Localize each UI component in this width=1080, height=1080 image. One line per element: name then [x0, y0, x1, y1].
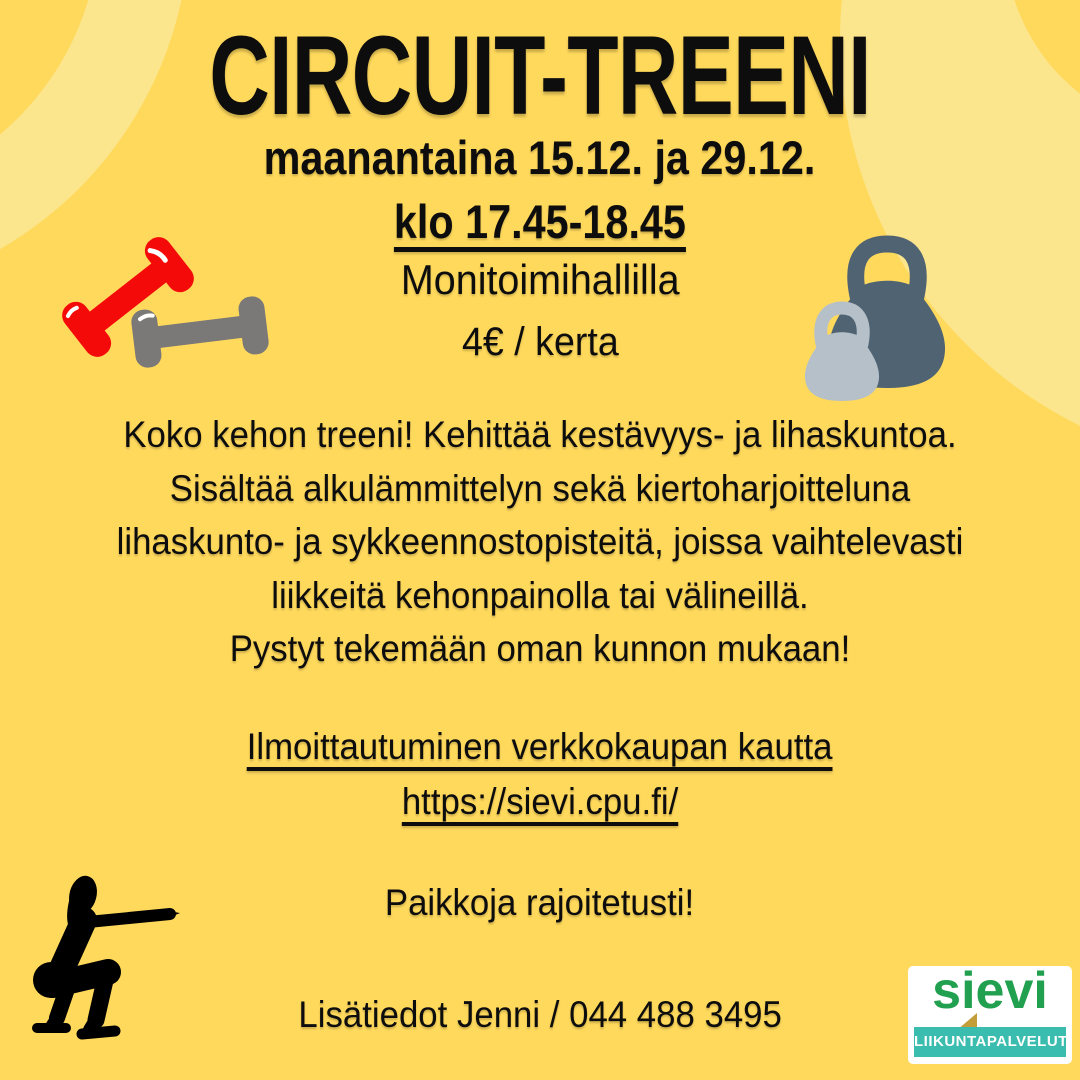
- sievi-logo-wordmark: sievi: [932, 962, 1048, 1020]
- description-line: Sisältää alkulämmittelyn sekä kiertoharjoitteluna: [169, 467, 911, 509]
- description-line: lihaskunto- ja sykkeennostopisteitä, joissa vaihtelevasti: [116, 521, 964, 562]
- signup-instruction: Ilmoittautuminen verkkokaupan kautta: [247, 726, 833, 767]
- sievi-logo-tagline: LIIKUNTAPALVELUT: [914, 1033, 1068, 1050]
- kettlebells-icon: [798, 232, 958, 409]
- page-title-text: CIRCUIT-TREENI: [209, 13, 871, 138]
- description-line: liikkeitä kehonpainolla tai välineillä.: [271, 574, 809, 616]
- description-line: Koko kehon treeni! Kehittää kestävyys- ja lihaskuntoa.: [123, 414, 957, 455]
- event-price: 4€ / kerta: [461, 320, 619, 364]
- limited-spots-note: Paikkoja rajoitetusti!: [385, 882, 695, 923]
- contact-info: Lisätiedot Jenni / 044 488 3495: [298, 994, 782, 1035]
- signup-url-link[interactable]: https://sievi.cpu.fi/: [401, 781, 679, 822]
- sievi-logo: [908, 962, 1072, 1064]
- event-dates: maanantaina 15.12. ja 29.12.: [264, 131, 816, 184]
- event-location: Monitoimihallilla: [400, 256, 680, 303]
- page-title: [0, 13, 1080, 138]
- dumbbells-icon: [50, 230, 280, 375]
- event-time: klo 17.45-18.45: [393, 195, 687, 248]
- sievi-logo-tagline-bar: [914, 1027, 1066, 1057]
- description-line: Pystyt tekemään oman kunnon mukaan!: [229, 628, 851, 669]
- event-description: [32, 408, 1047, 676]
